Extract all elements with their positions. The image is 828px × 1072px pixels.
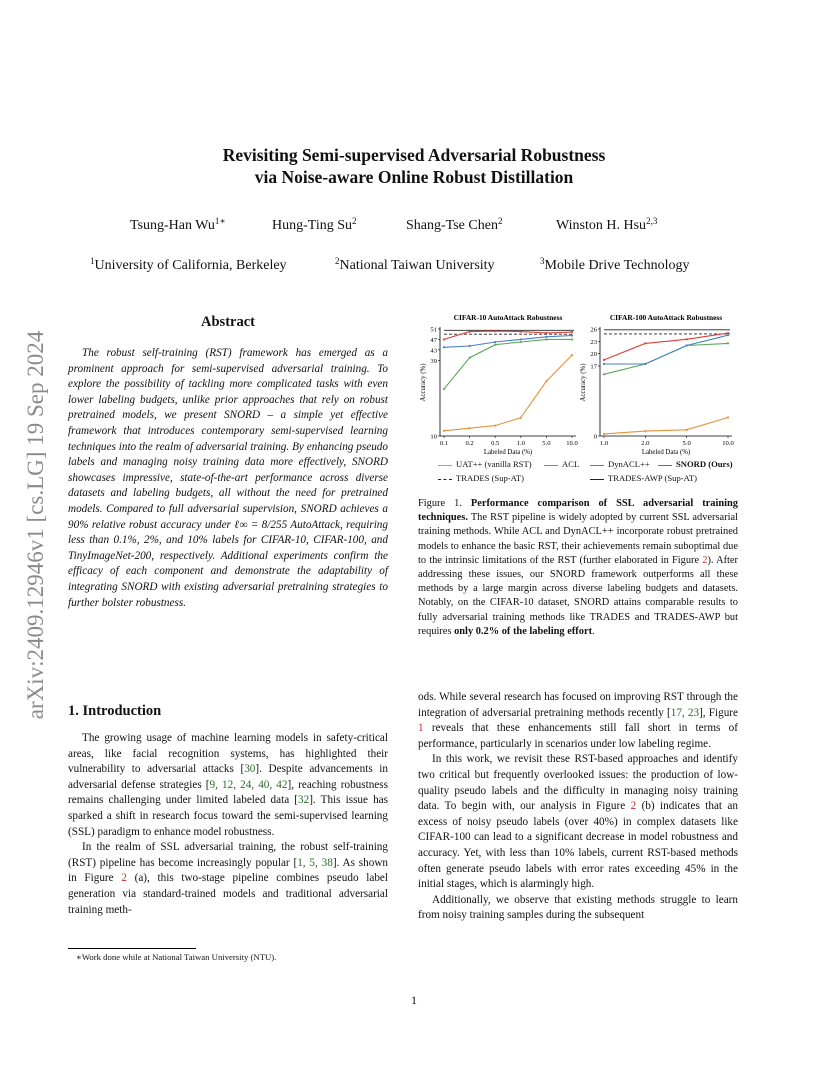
legend-swatch bbox=[438, 479, 452, 480]
arxiv-stamp-text: arXiv:2409.12946v1 [cs.LG] 19 Sep 2024 bbox=[23, 330, 48, 720]
x-tick-label: 10.0 bbox=[722, 440, 734, 447]
data-point-acl bbox=[603, 373, 605, 375]
footnote-rule bbox=[68, 948, 196, 949]
x-tick-label: 1.0 bbox=[599, 440, 609, 447]
data-point-uat bbox=[494, 424, 496, 426]
affiliation bbox=[90, 258, 287, 274]
data-point-snord bbox=[545, 332, 547, 334]
data-point-acl bbox=[520, 341, 522, 343]
text: ], Figure bbox=[699, 706, 738, 719]
paragraph bbox=[68, 840, 388, 918]
x-axis-label: Labeled Data (%) bbox=[483, 449, 533, 456]
legend-swatch bbox=[658, 465, 672, 466]
citation-link[interactable]: 17, 23 bbox=[670, 706, 700, 719]
data-point-uat bbox=[727, 416, 729, 418]
data-point-acl bbox=[571, 338, 573, 340]
caption-text: ). After addressing these issues, our SNORD framework outperforms all these methods by a large margin across diverse labeling budgets and datasets. Notably, on the CIFAR-10 dataset, SNORD attains comparable results to fully adversarial training methods like TRADES and TRADES-AWP but requires bbox=[418, 554, 738, 637]
y-tick-label: 0 bbox=[593, 433, 597, 441]
y-axis-label: Accuracy (%) bbox=[580, 363, 587, 402]
affiliation-name: Mobile Drive Technology bbox=[544, 258, 690, 273]
affiliation-name: National Taiwan University bbox=[339, 258, 495, 273]
data-point-dynacl bbox=[571, 334, 573, 336]
chart-title: CIFAR-10 AutoAttack Robustness bbox=[453, 313, 563, 322]
citation-link[interactable]: 1, 5, 38 bbox=[297, 856, 333, 869]
title-line-1: Revisiting Semi-supervised Adversarial Robustness bbox=[222, 145, 606, 165]
data-point-acl bbox=[443, 388, 445, 390]
legend-item-uat bbox=[438, 459, 532, 469]
chart-legend bbox=[418, 459, 738, 487]
legend-item-snord bbox=[658, 459, 733, 469]
data-point-dynacl bbox=[686, 344, 688, 346]
chart-cifar100 bbox=[580, 313, 734, 456]
caption-bold: Performance comparison of SSL adversarial training techniques. bbox=[418, 498, 738, 524]
legend-label: TRADES-AWP (Sup-AT) bbox=[608, 473, 697, 483]
text: The growing usage of machine learning models in safety-critical areas, like facial recognition systems, has highlighted their vulnerability to adversarial attacks [ bbox=[68, 732, 388, 776]
data-point-snord bbox=[469, 331, 471, 333]
text: ]. As shown in Figure bbox=[68, 856, 389, 885]
paper-title bbox=[0, 144, 828, 188]
x-tick-label: 2.0 bbox=[641, 440, 650, 447]
author bbox=[130, 218, 226, 234]
text: reveals that these enhancements still fall short in terms of performance, particularly in scenarios under low labeling regime. bbox=[418, 722, 738, 750]
text: (b) indicates that an excess of noisy pseudo labels (over 40%) in complex datasets like CIFAR-100 can lead to a significant decrease in model robustness and accuracy. Yet, with less than 10% labels, current RST-based methods often generate pseudo labels with error rates exceeding 45% in the initial stages, which is alarmingly high. bbox=[418, 800, 738, 891]
data-point-snord bbox=[686, 338, 688, 340]
legend-swatch bbox=[590, 465, 604, 466]
x-tick-label: 5.0 bbox=[542, 440, 551, 447]
author-sup: 2 bbox=[497, 216, 503, 226]
series-line-dynacl bbox=[604, 335, 728, 364]
section-heading: 1. Introduction bbox=[68, 703, 162, 719]
data-point-uat bbox=[545, 380, 547, 382]
author-sup: 1∗ bbox=[214, 216, 226, 226]
text: ]. Despite advancements in adversarial defense strategies [ bbox=[68, 763, 389, 791]
data-point-uat bbox=[520, 417, 522, 419]
legend-label: DynACL++ bbox=[608, 459, 650, 469]
right-column-text bbox=[418, 690, 738, 924]
chart-cifar10 bbox=[420, 313, 578, 456]
figure-ref-link[interactable]: 1 bbox=[418, 722, 424, 735]
text: ods. While several research has focused on improving RST through the integration of adversarial pretraining methods recently [ bbox=[418, 691, 738, 719]
citation-link[interactable]: 30 bbox=[244, 763, 256, 776]
caption-text: . bbox=[592, 625, 595, 637]
author-name: Shang-Tse Chen bbox=[406, 218, 498, 233]
caption-bold: only 0.2% of the labeling effort bbox=[454, 625, 593, 637]
affiliation bbox=[335, 258, 495, 274]
data-point-snord bbox=[571, 331, 573, 333]
author-sup: 2,3 bbox=[646, 216, 658, 226]
series-line-uat bbox=[604, 418, 728, 434]
x-tick-label: 0.2 bbox=[465, 440, 474, 447]
series-line-snord bbox=[604, 333, 728, 360]
data-point-snord bbox=[603, 359, 605, 361]
y-tick-label: 10 bbox=[430, 433, 437, 441]
y-tick-label: 26 bbox=[590, 326, 597, 334]
y-tick-label: 20 bbox=[590, 351, 597, 359]
author-name: Hung-Ting Su bbox=[272, 218, 353, 233]
legend-swatch bbox=[544, 465, 558, 466]
data-point-acl bbox=[469, 357, 471, 359]
data-point-dynacl bbox=[727, 334, 729, 336]
figure-ref-link[interactable]: 2 bbox=[121, 872, 127, 885]
y-tick-label: 23 bbox=[590, 338, 597, 346]
data-point-dynacl bbox=[469, 345, 471, 347]
text: In this work, we revisit these RST-based approaches and identify two critical but frequently overlooked issues: the production of low-quality pseudo labels and the difficulty in managing noisy training data. To begin with, our analysis in Figure bbox=[418, 753, 738, 813]
arxiv-stamp bbox=[6, 290, 66, 760]
legend-label: TRADES (Sup-AT) bbox=[456, 473, 525, 483]
author-name: Tsung-Han Wu bbox=[130, 218, 215, 233]
series-line-uat bbox=[444, 355, 572, 431]
caption-text: The RST pipeline is widely adopted by current SSL adversarial training methods. While ACL and DynACL++ incorporate robust pretrained models to enhance the basic RST, their achievements remain suboptimal due to the intrinsic limitations of the RST (further elaborated in Figure bbox=[418, 512, 738, 566]
x-tick-label: 5.0 bbox=[682, 440, 691, 447]
figure-1-charts bbox=[418, 308, 738, 458]
intro-text bbox=[68, 731, 388, 918]
author-sup: 2 bbox=[352, 216, 357, 226]
affiliation-sup: 3 bbox=[540, 256, 545, 266]
paragraph bbox=[418, 893, 738, 924]
x-tick-label: 1.0 bbox=[516, 440, 525, 447]
data-point-uat bbox=[443, 430, 445, 432]
data-point-snord bbox=[644, 342, 646, 344]
data-point-dynacl bbox=[603, 363, 605, 365]
citation-link[interactable]: 9, 12, 24, 40, 42 bbox=[209, 778, 288, 791]
footnote: ∗Work done while at National Taiwan University (NTU). bbox=[76, 952, 277, 962]
text: Additionally, we observe that existing methods struggle to learn from noisy training samples during the subsequent bbox=[418, 893, 738, 922]
y-tick-label: 39 bbox=[430, 357, 437, 365]
title-line-2: via Noise-aware Online Robust Distillation bbox=[254, 167, 574, 187]
author bbox=[556, 218, 657, 234]
data-point-snord bbox=[494, 330, 496, 332]
series-line-acl bbox=[604, 343, 728, 374]
abstract-heading: Abstract bbox=[201, 314, 255, 330]
legend-item-dynacl bbox=[590, 459, 650, 469]
series-line-dynacl bbox=[444, 336, 572, 348]
figure-ref-link[interactable]: 2 bbox=[630, 800, 637, 813]
x-axis-label: Labeled Data (%) bbox=[641, 449, 691, 456]
text: ], reaching robustness remains challenging under limited labeled data [ bbox=[68, 778, 388, 807]
text: In the realm of SSL adversarial training, the robust self-training (RST) pipeline has become increasingly popular [ bbox=[68, 841, 388, 869]
author-name: Winston H. Hsu bbox=[556, 218, 647, 233]
data-point-acl bbox=[727, 342, 729, 344]
data-point-acl bbox=[494, 344, 496, 346]
data-point-dynacl bbox=[520, 338, 522, 340]
legend-item-trades-awp bbox=[590, 473, 697, 483]
data-point-uat bbox=[571, 354, 573, 356]
text: (a), this two-stage pipeline combines pseudo label generation via standard-trained models and traditional adversarial training meth- bbox=[68, 872, 388, 916]
data-point-snord bbox=[443, 338, 445, 340]
legend-label: SNORD (Ours) bbox=[676, 459, 733, 469]
y-tick-label: 47 bbox=[430, 336, 437, 344]
x-tick-label: 10.0 bbox=[566, 440, 578, 447]
affiliation bbox=[540, 258, 689, 274]
x-tick-label: 0.1 bbox=[439, 440, 449, 447]
caption-label: Figure 1. bbox=[418, 498, 471, 509]
abstract-body: The robust self-training (RST) framework has emerged as a prominent approach for semi-supervised adversarial training. To explore the possibility of tackling more complicated tasks with even lower labeling budgets, unlike prior approaches that rely on robust pretrained models, we present SNORD – a simple yet effective framework that introduces contemporary semi-supervised learning techniques into the realm of adversarial training. By enhancing pseudo labels and managing noisy training data more effectively, SNORD showcases impressive, state-of-the-art performance across diverse datasets and labeling budgets, all without the need for pretrained models. Compared to full adversarial supervision, SNORD achieves a 90% relative robust accuracy under ℓ∞ = 8/255 AutoAttack, requiring less than 0.1%, 2%, and 10% labels for CIFAR-10, CIFAR-100, and TinyImageNet-200, respectively. Additional experiments confirm the efficacy of each component and demonstrate the adaptability of integrating SNORD with existing adversarial pretraining strategies to further bolster robustness. bbox=[68, 347, 388, 609]
author bbox=[272, 218, 357, 234]
data-point-dynacl bbox=[545, 336, 547, 338]
author bbox=[406, 218, 502, 234]
affiliation-sup: 1 bbox=[90, 256, 95, 266]
x-tick-label: 0.5 bbox=[491, 440, 500, 447]
data-point-dynacl bbox=[494, 341, 496, 343]
legend-label: ACL bbox=[562, 459, 580, 469]
affiliation-sup: 2 bbox=[335, 256, 340, 266]
citation-link[interactable]: 32 bbox=[298, 794, 310, 807]
legend-item-trades bbox=[438, 473, 524, 483]
data-point-acl bbox=[545, 338, 547, 340]
figure-caption bbox=[418, 497, 738, 639]
data-point-snord bbox=[727, 332, 729, 334]
data-point-uat bbox=[644, 430, 646, 432]
y-tick-label: 51 bbox=[430, 326, 437, 334]
data-point-uat bbox=[469, 427, 471, 429]
affiliation-name: University of California, Berkeley bbox=[94, 258, 287, 273]
legend-item-acl bbox=[544, 459, 579, 469]
text: ]. This issue has sparked a shift in research focus toward the semi-supervised learning (SSL) paradigm to enhance model robustness. bbox=[68, 794, 388, 838]
y-axis-label: Accuracy (%) bbox=[420, 363, 427, 402]
paragraph bbox=[418, 690, 738, 752]
legend-swatch bbox=[590, 479, 604, 480]
data-point-uat bbox=[603, 433, 605, 435]
y-tick-label: 43 bbox=[430, 347, 437, 355]
series-line-snord bbox=[444, 331, 572, 339]
data-point-dynacl bbox=[443, 346, 445, 348]
data-point-uat bbox=[686, 429, 688, 431]
legend-swatch bbox=[438, 465, 452, 466]
paragraph bbox=[68, 731, 388, 840]
legend-label: UAT++ (vanilla RST) bbox=[456, 459, 532, 469]
chart-title: CIFAR-100 AutoAttack Robustness bbox=[609, 313, 723, 322]
data-point-dynacl bbox=[644, 363, 646, 365]
y-tick-label: 17 bbox=[590, 363, 597, 371]
paragraph bbox=[418, 752, 738, 892]
figure-ref-link[interactable]: 2 bbox=[702, 554, 708, 566]
page-number: 1 bbox=[411, 993, 417, 1007]
data-point-snord bbox=[520, 331, 522, 333]
